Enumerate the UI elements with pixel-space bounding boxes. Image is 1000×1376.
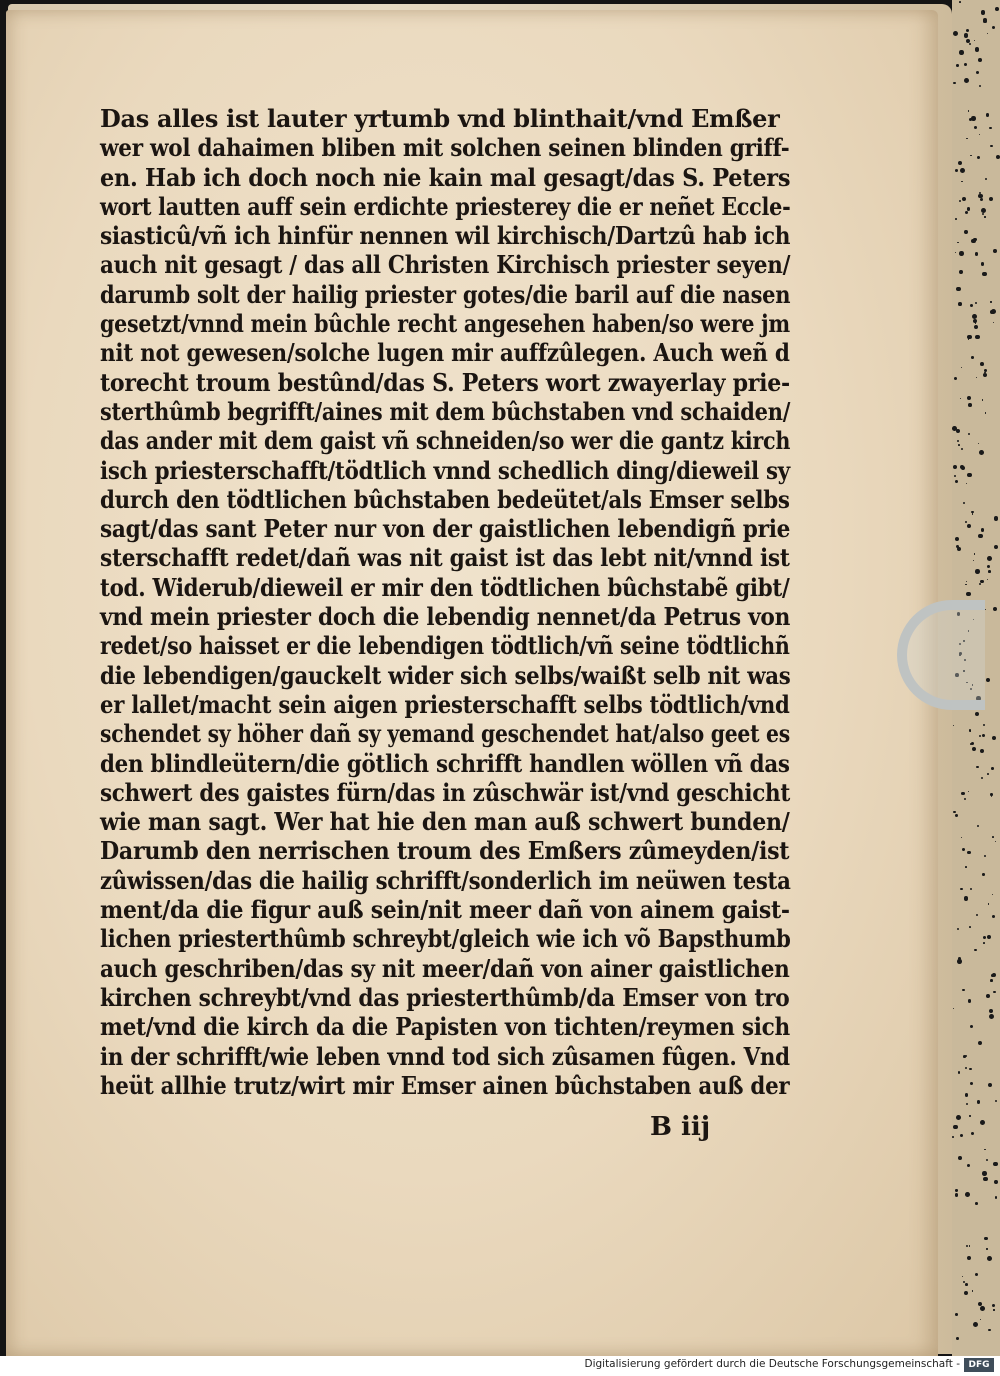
edge-speck [960,1134,963,1137]
edge-speck [991,767,994,770]
edge-speck [988,570,991,573]
edge-speck [975,322,976,323]
edge-speck [968,999,972,1003]
text-line: redet/so haisset er die lebendigen tödtlich/vñ seine tödtlichñ [100,631,790,661]
dfg-logo: DFG [964,1358,994,1372]
edge-speck [954,475,956,477]
edge-speck [955,814,958,817]
text-line: wort lautten auff sein erdichte priesterey die er neñet Eccle- [100,191,791,221]
edge-speck [955,537,959,541]
edge-speck [965,521,967,523]
edge-speck [970,731,971,732]
edge-speck [955,218,957,220]
edge-speck [985,609,986,610]
edge-speck [966,592,971,597]
edge-speck [993,991,996,994]
edge-speck [956,1115,961,1120]
edge-speck [966,29,969,32]
text-line: en. Hab ich doch noch nie kain mal gesagt/das S. Peters [100,162,791,192]
edge-speck [973,560,974,561]
edge-speck [984,369,987,372]
edge-speck [957,959,962,964]
text-line: ment/da die figur auß sein/nit meer dañ von ainem gaist- [100,895,790,925]
edge-speck [995,1100,997,1102]
edge-speck [983,942,985,944]
edge-speck [974,325,978,329]
edge-speck [975,252,979,256]
edge-speck [965,1192,970,1197]
edge-speck [982,873,985,876]
edge-speck [980,362,984,366]
edge-speck [990,979,993,982]
edge-speck [989,197,993,201]
edge-speck [970,1082,973,1085]
edge-speck [985,412,987,414]
footer-credit: Digitalisierung gefördert durch die Deutsche Forschungsgemeinschaft - [584,1358,960,1370]
edge-speck [959,270,963,274]
edge-speck [992,736,996,740]
text-line: das ander mit dem gaist vñ schneiden/so wer die gantz kirch [100,426,791,456]
edge-speck [957,242,958,243]
edge-speck [964,63,967,66]
edge-speck [988,903,990,905]
edge-speck [988,1329,990,1331]
edge-speck [953,811,955,813]
edge-speck [964,798,967,801]
text-line: auch nit gesagt / das all Christen Kirchisch priester seyen/ [100,250,791,280]
edge-speck [983,724,985,726]
edge-speck [956,64,959,67]
edge-speck [956,1337,959,1340]
text-line: lichen priesterthûmb schreybt/gleich wie ich võ Bapsthumb [100,924,791,954]
edge-speck [975,335,980,340]
edge-speck [961,448,963,450]
edge-speck [956,287,961,292]
edge-speck [955,169,958,172]
edge-speck [995,841,996,842]
text-line: nit not gewesen/solche lugen mir auffzûlegen. Auch weñ d [100,338,790,368]
edge-speck [992,973,996,977]
edge-speck [986,994,990,998]
edge-speck [964,78,969,83]
edge-speck [967,524,971,528]
edge-speck [961,367,962,368]
edge-speck [987,773,989,775]
edge-speck [981,262,985,266]
edge-speck [975,569,980,574]
text-line: er lallet/macht sein aigen priesterschafft selbs tödtlich/vnd [100,689,790,719]
edge-speck [987,579,988,580]
edge-speck [994,545,998,549]
edge-speck [962,848,965,851]
edge-speck [981,777,983,779]
edge-speck [965,1067,967,1069]
edge-speck [992,836,994,838]
text-line: heüt allhie trutz/wirt mir Emser ainen bûchstaben auß der [100,1070,790,1100]
edge-speck [964,1291,968,1295]
edge-speck [975,302,977,304]
edge-speck [962,197,966,201]
edge-speck [981,10,985,14]
edge-speck [979,85,981,87]
text-line: tod. Widerub/dieweil er mir den tödtlichen bûchstabẽ gibt/ [100,572,790,602]
edge-speck [977,156,980,159]
edge-speck [960,398,961,399]
edge-speck [962,989,964,991]
text-line: in der schrifft/wie leben vnnd tod sich zûsamen fûgen. Vnd [100,1041,790,1071]
edge-speck [954,377,957,380]
edge-speck [983,20,987,24]
edge-speck [967,396,971,400]
edge-speck [987,33,988,34]
text-line: met/vnd die kirch da die Papisten von tichten/reymen sich [100,1012,790,1042]
footer-bar [0,1356,1000,1376]
edge-speck [953,465,957,469]
edge-speck [972,513,973,514]
edge-speck [967,1256,971,1260]
edge-speck [965,1283,968,1286]
edge-speck [993,322,994,323]
edge-speck [963,1281,965,1283]
edge-speck [971,1132,974,1135]
edge-speck [980,749,984,753]
edge-speck [994,1180,998,1184]
text-line: kirchen schreybt/vnd das priesterthûmb/da Emser von tro [100,982,790,1012]
edge-speck [969,1068,972,1071]
edge-speck [976,377,977,378]
edge-speck [984,1237,988,1241]
edge-speck [955,480,958,483]
edge-speck [966,1245,968,1247]
edge-speck [980,580,983,583]
edge-speck [958,161,962,165]
edge-speck [965,866,967,868]
edge-speck [993,249,997,253]
edge-speck [979,450,984,455]
edge-speck [952,1136,954,1138]
edge-speck [995,1196,998,1199]
edge-speck [976,914,979,917]
text-line: durch den tödtlichen bûchstaben bedeütet/als Emser selbs [100,484,790,514]
edge-speck [953,725,954,726]
edge-speck [955,1193,959,1197]
edge-speck [956,429,960,433]
edge-speck [968,791,969,792]
edge-speck [986,1248,987,1249]
text-line: siasticû/vñ ich hinfür nennen wil kirchisch/Dartzû hab ich [100,221,791,251]
edge-speck [977,1100,981,1104]
edge-speck [962,1276,963,1277]
edge-speck [987,935,991,939]
text-line: gesetzt/vnnd mein bûchle recht angesehen haben/so were jm [100,309,790,339]
edge-speck [974,126,978,130]
edge-speck [959,251,964,256]
edge-speck [959,50,963,54]
edge-speck [987,1256,992,1261]
edge-speck [980,1319,981,1320]
edge-speck [981,528,984,531]
edge-speck [971,356,974,359]
edge-speck [975,1273,978,1276]
edge-speck [984,1149,986,1151]
text-line: Das alles ist lauter yrtumb vnd blinthait/vnd Emßer [100,104,780,133]
edge-speck [975,712,979,716]
edge-speck [966,138,967,139]
edge-speck [986,678,990,682]
edge-speck [983,373,987,377]
text-line: isch priesterschafft/tödtlich vnnd schedlich ding/dieweil sy [100,455,790,485]
edge-speck [989,127,992,130]
edge-speck [961,792,964,795]
edge-speck [967,207,970,210]
edge-speck [968,433,970,435]
edge-speck [955,252,956,253]
edge-speck [975,47,980,52]
text-line: wie man sagt. Wer hat hie den man auß schwert bunden/ [100,807,790,837]
edge-speck [965,211,968,214]
edge-speck [977,825,979,827]
edge-speck [966,1103,969,1106]
edge-speck [984,855,986,857]
edge-speck [994,516,999,521]
edge-speck [986,1159,988,1161]
edge-speck [984,216,985,217]
edge-speck [974,949,977,952]
edge-speck [953,31,958,36]
edge-speck [957,928,959,930]
edge-speck [957,440,959,442]
edge-speck [982,1171,987,1176]
edge-speck [959,1,961,3]
edge-speck [995,7,999,11]
text-line: schwert des gaistes fürn/das in zûschwär ist/vnd geschicht [100,777,791,807]
edge-speck [969,926,971,928]
text-line: vnd mein priester doch die lebendig nennet/da Petrus von [100,602,791,632]
edge-speck [987,556,992,561]
edge-speck [990,301,991,302]
edge-speck [992,1304,995,1307]
edge-speck [992,894,993,895]
edge-speck [978,1041,982,1045]
edge-speck [965,1093,968,1096]
text-line: sterschafft redet/dañ was nit gaist ist das lebt nit/vnnd ist [100,543,790,573]
edge-speck [953,82,955,84]
edge-speck [986,113,990,117]
edge-speck [975,1202,978,1205]
edge-speck [972,747,976,751]
edge-speck [967,473,971,477]
text-line: torecht troum bestûnd/das S. Peters wort zwayerlay prie- [100,367,790,397]
text-line: auch geschriben/das sy nit meer/dañ von ainer gaistlichen [100,953,790,983]
edge-speck [966,581,967,582]
edge-speck [970,888,972,890]
edge-speck [969,1115,970,1116]
text-line: sterthûmb begrifft/aines mit dem bûchstaben vnd schaiden/ [100,396,791,426]
edge-speck [993,1162,998,1167]
edge-speck [987,565,990,568]
edge-speck [990,793,993,796]
edge-speck [976,766,978,768]
edge-speck [985,178,987,180]
edge-speck [958,444,960,446]
edge-speck [964,230,968,234]
text-line: Darumb den nerrischen troum des Emßers zûmeyden/ist [100,836,790,866]
edge-speck [957,547,962,552]
edge-speck [958,1156,962,1160]
edge-speck [978,534,983,539]
edge-speck [978,443,979,444]
edge-speck [970,155,971,156]
edge-speck [968,403,972,407]
text-line: die lebendigen/gauckelt wider sich selbs/waißt selb nit was [100,660,791,690]
edge-speck [963,502,965,504]
edge-speck [971,116,975,120]
edge-speck [976,71,979,74]
edge-speck [972,1290,973,1291]
edge-speck [989,1009,993,1013]
edge-speck [974,553,976,555]
edge-speck [967,851,970,854]
edge-speck [953,1008,955,1010]
edge-speck [992,26,995,29]
text-line: schendet sy höher dañ sy yemand geschendet hat/also geet es [100,719,790,749]
edge-speck [964,896,968,900]
edge-speck [982,272,986,276]
edge-speck [970,304,973,307]
edge-speck [958,1071,961,1074]
edge-speck [953,1125,958,1130]
edge-speck [983,1177,987,1181]
edge-speck [982,734,985,737]
edge-speck [964,33,969,38]
edge-speck [982,399,984,401]
edge-speck [993,607,997,611]
text-line: sagt/das sant Peter nur von der gaistlichen lebendigñ prie [100,514,791,544]
edge-speck [958,302,962,306]
signature-mark: B iij [650,1112,711,1142]
edge-speck [974,40,975,41]
edge-speck [961,181,962,182]
text-line: zûwissen/das die hailig schrifft/sonderlich im neüwen testa [100,865,791,895]
edge-speck [969,43,971,45]
edge-speck [960,888,963,891]
edge-speck [979,134,980,135]
edge-speck [981,208,986,213]
edge-speck [971,742,974,745]
edge-speck [959,200,961,202]
edge-speck [978,58,982,62]
text-line: den blindleütern/die götlich schrifft handlen wöllen vñ das [100,748,790,778]
edge-speck [980,1306,985,1311]
edge-speck [955,1189,957,1191]
edge-speck [983,936,986,939]
edge-speck [973,1322,978,1327]
edge-speck [971,239,976,244]
edge-speck [996,155,1000,159]
text-block [100,104,790,1100]
text-line: wer wol dahaimen bliben mit solchen seinen blinden griff- [100,133,790,163]
edge-speck [955,1313,958,1316]
edge-speck [968,110,969,111]
edge-speck [982,213,984,215]
edge-speck [989,1014,994,1019]
edge-speck [990,145,993,148]
edge-speck [988,1083,992,1087]
edge-speck [980,198,983,201]
edge-speck [993,1309,994,1310]
edge-speck [966,39,970,43]
text-line: darumb solt der hailig priester gotes/die baril auf die nasen [100,279,791,309]
edge-speck [963,1055,966,1058]
edge-speck [961,466,965,470]
edge-speck [960,168,965,173]
edge-speck [991,309,996,314]
edge-speck [980,1120,985,1125]
edge-speck [966,483,967,484]
edge-speck [969,1245,971,1247]
edge-speck [967,1164,970,1167]
edge-speck [965,584,966,585]
edge-speck [961,837,962,838]
edge-speck [992,915,995,918]
edge-speck [970,1025,973,1028]
